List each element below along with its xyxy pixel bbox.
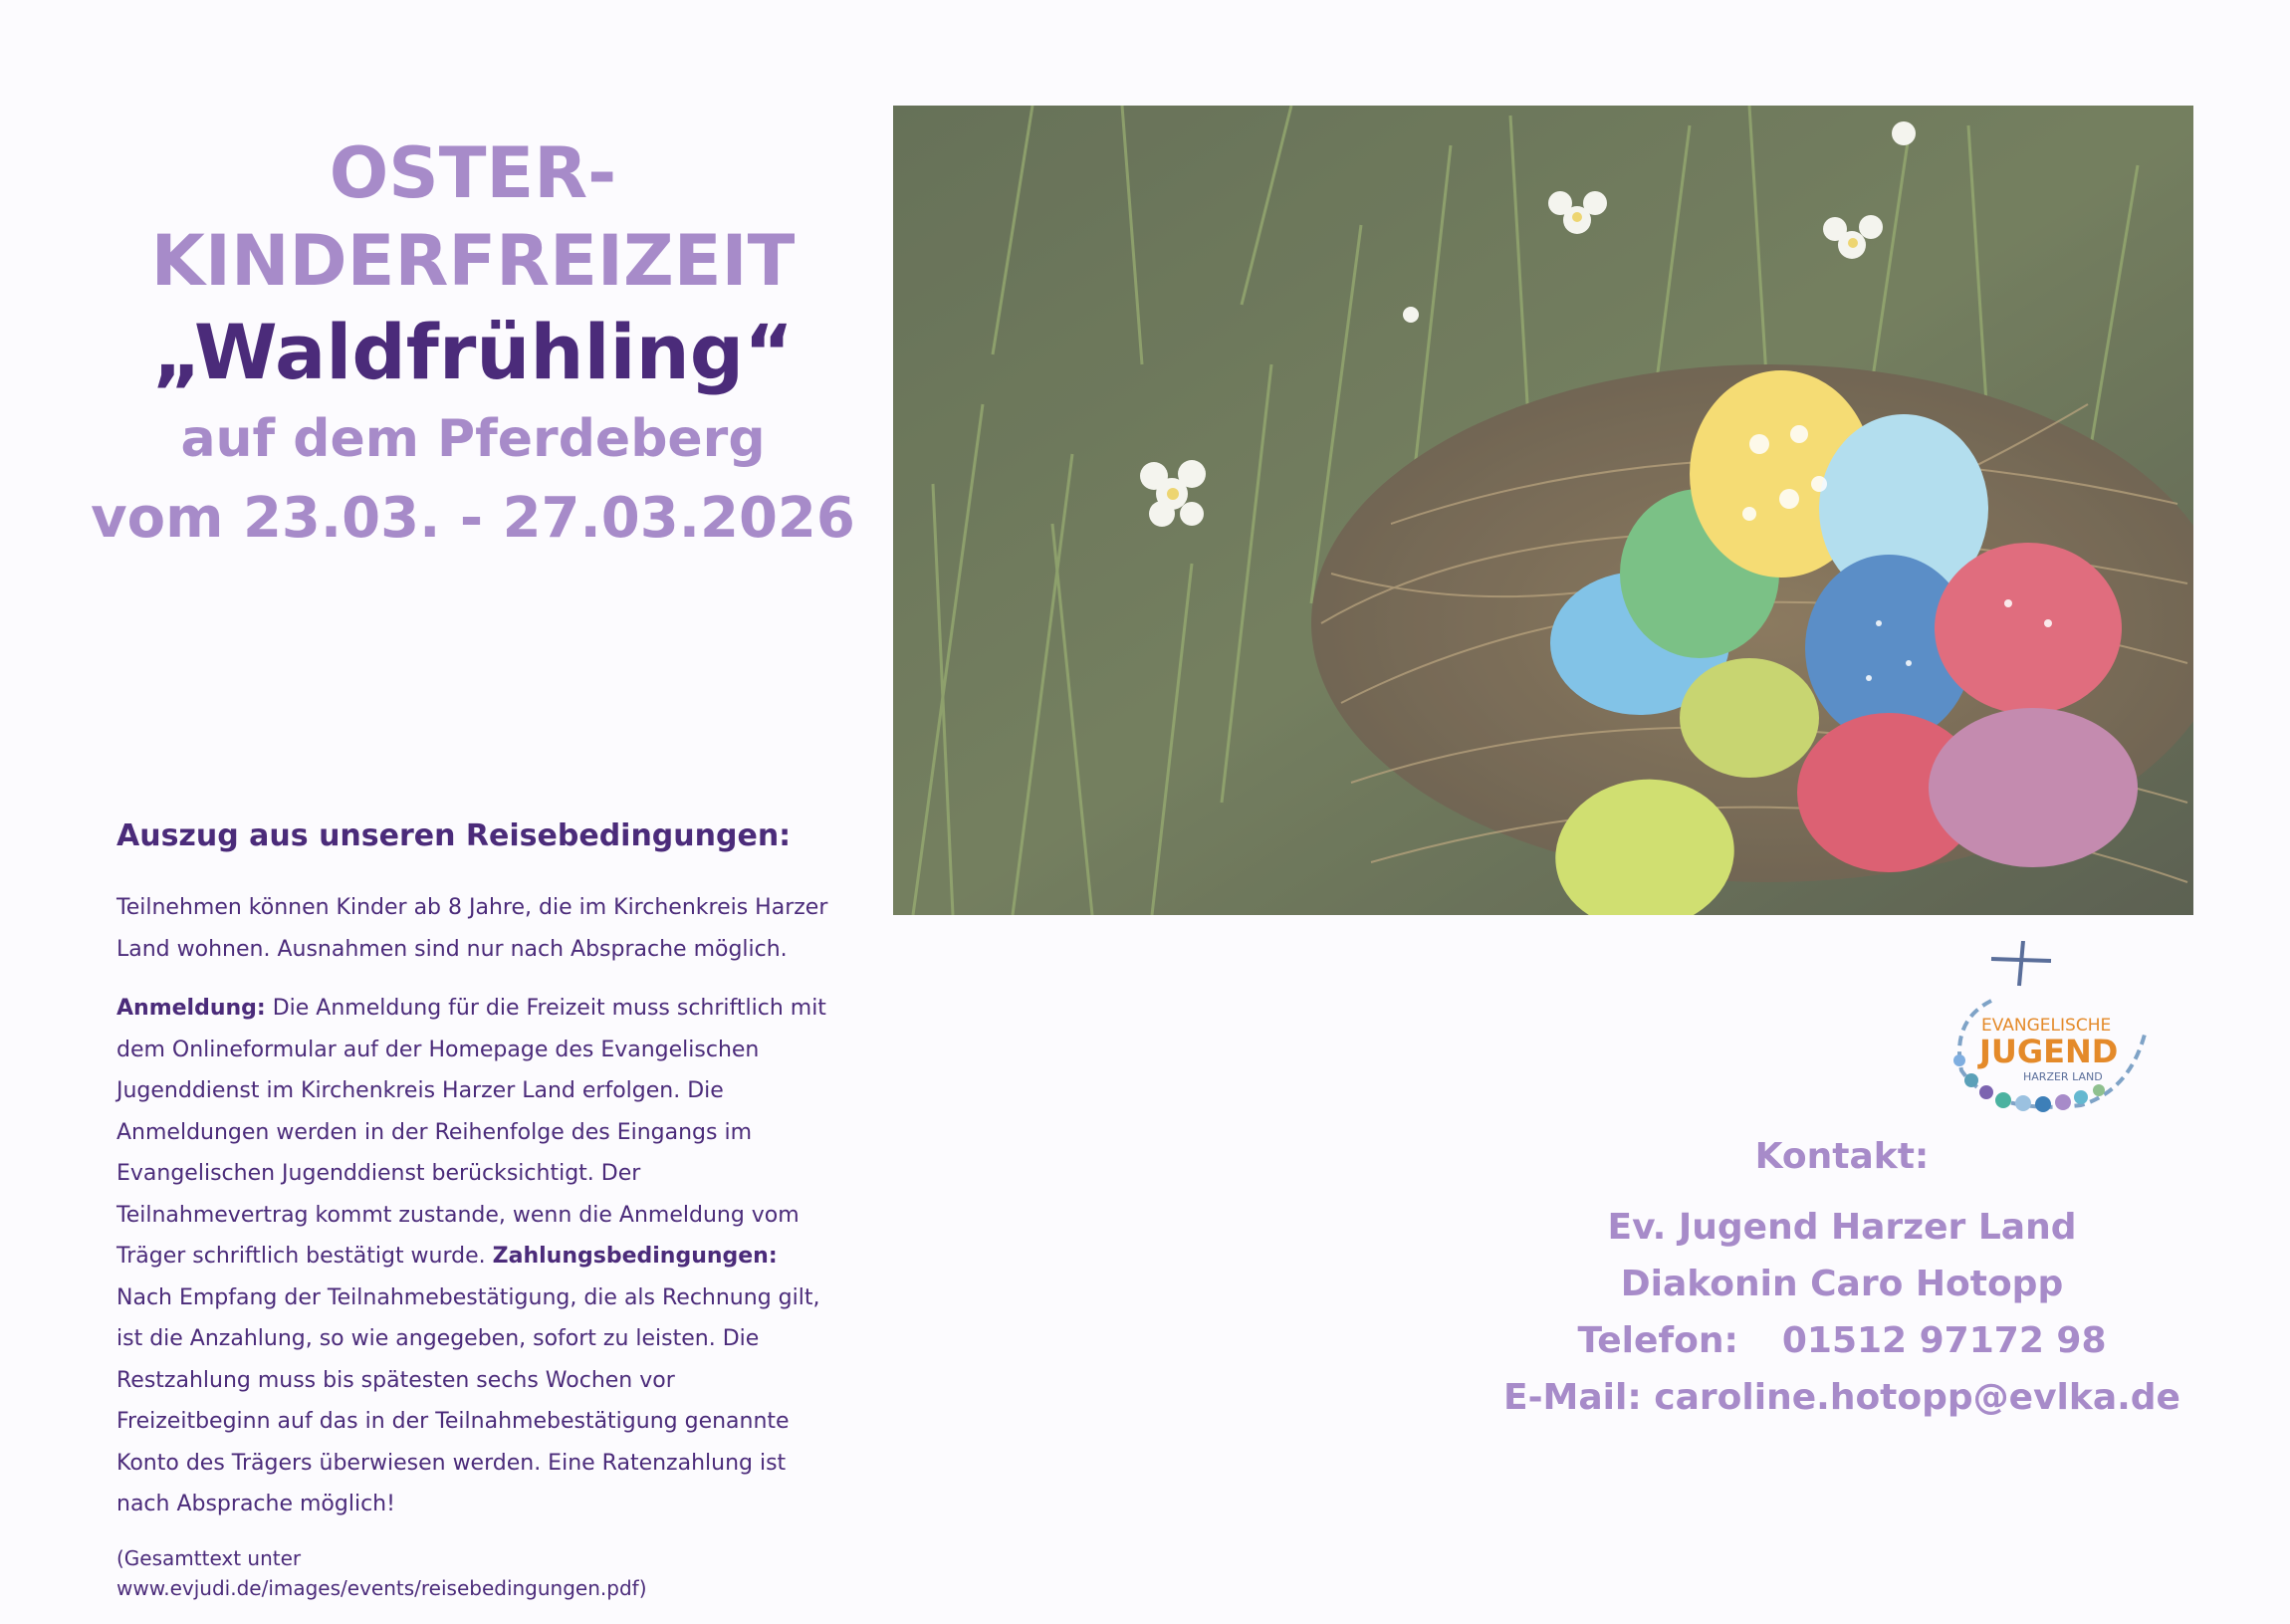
phone-label: Telefon:: [1577, 1320, 1738, 1361]
contact-email-row: [1484, 1369, 2200, 1426]
title-line-oster: OSTER-: [329, 132, 617, 214]
svg-text:EVANGELISCHE: EVANGELISCHE: [1981, 1016, 2112, 1036]
contact-organization: Ev. Jugend Harzer Land: [1607, 1207, 2077, 1248]
contact-section: [1484, 1125, 2200, 1426]
zahlung-text: Nach Empfang der Teilnahmebestätigung, die als Rechnung gilt, ist die Anzahlung, so wie angegeben, sofort zu leisten. Die Restzahlung muss bis spätesten sechs Wochen vor Freizeitbeginn auf das in der Teilnahmebestätigung genannte Konto des Trägers überwiesen werden. Eine Ratenzahlung ist nach Absprache möglich!: [116, 1284, 820, 1516]
email-label: E-Mail:: [1503, 1377, 1642, 1418]
title-line-location: auf dem Pferdeberg: [180, 409, 766, 469]
svg-text:JUGEND: JUGEND: [1979, 1033, 2119, 1070]
anmeldung-text: Die Anmeldung für die Freizeit muss schriftlich mit dem Onlineformular auf der Homepage des Evangelischen Jugenddienst im Kirchenkreis Harzer Land erfolgen. Die Anmeldungen werden in der Reihenfolge des Eingangs im Evangelischen Jugenddienst berücksichtigt. Der Teilnahmevertrag kommt zustande, wenn die Anmeldung vom Träger schriftlich bestätigt wurde.: [116, 996, 826, 1269]
contact-phone-row: [1484, 1312, 2200, 1369]
contact-person: Diakonin Caro Hotopp: [1620, 1264, 2064, 1304]
travel-terms-section: [116, 818, 833, 1603]
terms-eligibility: Teilnehmen können Kinder ab 8 Jahre, die im Kirchenkreis Harzer Land wohnen. Ausnahmen sind nur nach Absprache möglich.: [116, 895, 828, 962]
terms-fulltext-link[interactable]: (Gesamttext unter www.evjudi.de/images/events/reisebedingungen.pdf): [116, 1545, 647, 1600]
evangelische-jugend-logo: [1932, 941, 2161, 1125]
anmeldung-label: Anmeldung:: [116, 996, 266, 1021]
zahlung-label: Zahlungsbedingungen:: [492, 1244, 778, 1269]
event-title: [60, 129, 886, 560]
email-address[interactable]: caroline.hotopp@evlka.de: [1654, 1377, 2180, 1418]
phone-number[interactable]: 01512 97172 98: [1781, 1320, 2107, 1361]
title-line-waldfruehling: „Waldfrühling“: [151, 308, 795, 396]
svg-text:HARZER LAND: HARZER LAND: [2023, 1070, 2103, 1083]
title-line-dates: vom 23.03. - 27.03.2026: [91, 486, 855, 551]
contact-heading: Kontakt:: [1754, 1136, 1930, 1177]
easter-eggs-nest-photo: [893, 106, 2193, 915]
terms-registration-payment: [116, 988, 833, 1525]
photo-fade-overlay: [893, 106, 2193, 915]
title-line-kinderfreizeit: KINDERFREIZEIT: [150, 220, 796, 302]
terms-heading: Auszug aus unseren Reisebedingungen:: [116, 818, 792, 853]
